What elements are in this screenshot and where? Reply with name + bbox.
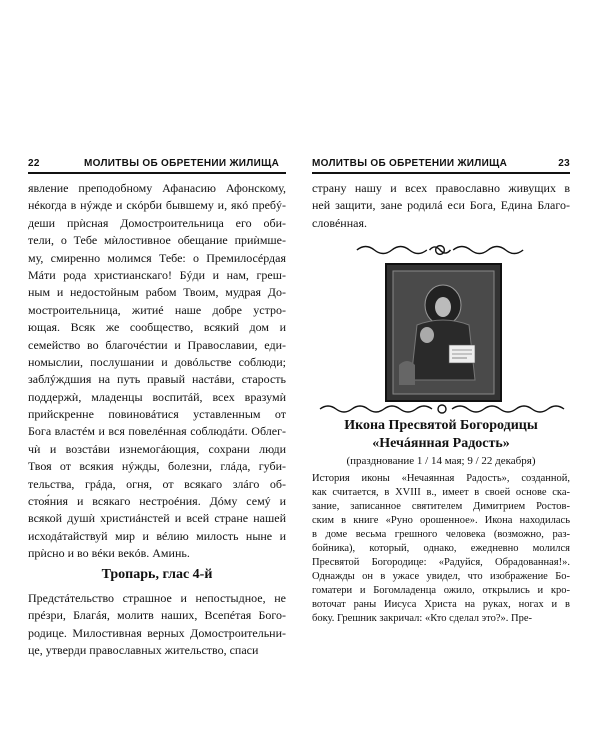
- icon-image-nechayannaya-radost: [385, 263, 502, 402]
- text-line: исходáтайствуй мир и вéлию милость ныне и: [28, 528, 286, 543]
- text-line: воточат раны Иисуса Христа на руках, ногах и в: [312, 599, 570, 610]
- text-line: стоя́ния и всякаго нестроéния. Дóму семý и: [28, 494, 286, 509]
- text-line: мостроительница, житиé наше добре устро-: [28, 302, 286, 317]
- icon-history-text: [312, 472, 570, 626]
- text-line: Твоя от всякия нýжды, болезни, глáда, губи-: [28, 459, 286, 474]
- text-line: в доме весьма грешного человека (возможно, раз-: [312, 529, 570, 540]
- text-line: ющая. Всяк же сообщество, всякий дом и: [28, 320, 286, 335]
- text-line: бойника), который, однако, ежедневно молился: [312, 543, 570, 554]
- text-line: Однажды он в ужасе увидел, что изображение Бо-: [312, 571, 570, 582]
- right-prayer-ending: [312, 180, 570, 232]
- text-line: заблýждшия на путь правый настáви, старость: [28, 372, 286, 387]
- icon-title-line1: Икона Пресвятой Богородицы: [344, 418, 538, 433]
- text-line: зание, записанное святителем Димитрием Ростов-: [312, 501, 570, 512]
- feast-date-note: (празднование 1 / 14 мая; 9 / 22 декабря): [346, 455, 536, 467]
- left-page-header: [28, 158, 286, 174]
- text-line: номыслии, послушании и довóльстве соблюди;: [28, 354, 286, 369]
- right-running-title: МОЛИТВЫ ОБ ОБРЕТЕНИИ ЖИЛИЩА: [312, 158, 508, 169]
- ornament-divider-top: [340, 243, 540, 257]
- text-line: деши прѝсная Домостроительница его оби-: [28, 215, 286, 230]
- ornament-divider-bottom: [318, 402, 566, 416]
- text-line: му, смиренно молимся Тебе: о Премилосéрдая: [28, 250, 286, 265]
- text-line: прийскренне повиновáтися уставленным от: [28, 407, 286, 422]
- text-line: нéкогда в нýжде и скóрби бывшему и, якó пребý-: [28, 198, 286, 213]
- text-line: прéзри, Благáя, молитв наших, Всепéтая Бого-: [28, 608, 286, 623]
- text-line: История иконы «Нечаянная Радость», созданной,: [312, 473, 570, 484]
- text-line: Предстáтельство страшное и непостыдное, не: [28, 591, 286, 605]
- text-line: ским в книге «Руно орошенное». Икона находилась: [312, 515, 570, 526]
- text-line: явление преподобному Афанасию Афонскому,: [28, 181, 286, 195]
- text-line: поддержѝ, младенцы воспитáй, всех вразумѝ: [28, 389, 286, 404]
- left-page-number: 22: [28, 158, 40, 169]
- text-line: родице. Милостивная верных Домостроительни-: [28, 625, 286, 640]
- text-line: страну нашу и всех православно живущих в: [312, 181, 570, 195]
- text-line: всякой душѝ христиáнстей и всей стране нашей: [28, 511, 286, 526]
- text-line: как считается, в XVIII в., имеет в своей основе ска-: [312, 487, 570, 498]
- text-line: гоматери и Богомладенца ожило, открылись и кро-: [312, 585, 570, 596]
- troparion-heading: Тропарь, глас 4-й: [101, 567, 213, 582]
- text-line: боку. Грешник закричал: «Кто сделал это?». Пре-: [312, 613, 533, 624]
- text-line: ней защити, зане родилá еси Бога, Едина Благо-: [312, 198, 570, 213]
- right-page-number: 23: [558, 158, 570, 169]
- right-header-rule: [312, 172, 570, 174]
- text-line: прѝсно и во вéки векóв. Аминь.: [28, 546, 190, 561]
- text-line: чѝ и возстáви изнемогáющия, сохрани люди: [28, 441, 286, 456]
- text-line: Мáти рода христианскаго! Бýди и нам, греш-: [28, 267, 286, 282]
- text-line: тели, о Тебе мѝлостивное обещание приѝмше-: [28, 233, 286, 248]
- text-line: це, утверди православных жительство, спаси: [28, 643, 259, 658]
- text-line: Пресвятой Богородице: «Радуйся, Обрадованная!».: [312, 557, 570, 568]
- left-header-rule: [28, 172, 286, 174]
- text-line: словéнная.: [312, 215, 367, 230]
- troparion-text: [28, 590, 286, 660]
- left-prayer-text: [28, 180, 286, 563]
- icon-title-line2: «Нечáянная Радость»: [372, 436, 510, 451]
- text-line: тельства, грáда, огня, от всякаго злáго об-: [28, 476, 286, 491]
- right-page-header: [312, 158, 570, 174]
- text-line: ным и недостойным рабом Твоим, мудрая До-: [28, 285, 286, 300]
- text-line: семейство во благочéстии и Православии, еди-: [28, 337, 286, 352]
- left-running-title: МОЛИТВЫ ОБ ОБРЕТЕНИИ ЖИЛИЩА: [84, 158, 280, 169]
- text-line: Бога властéм и вся повелéнная соблюдáти. Облег-: [28, 424, 286, 439]
